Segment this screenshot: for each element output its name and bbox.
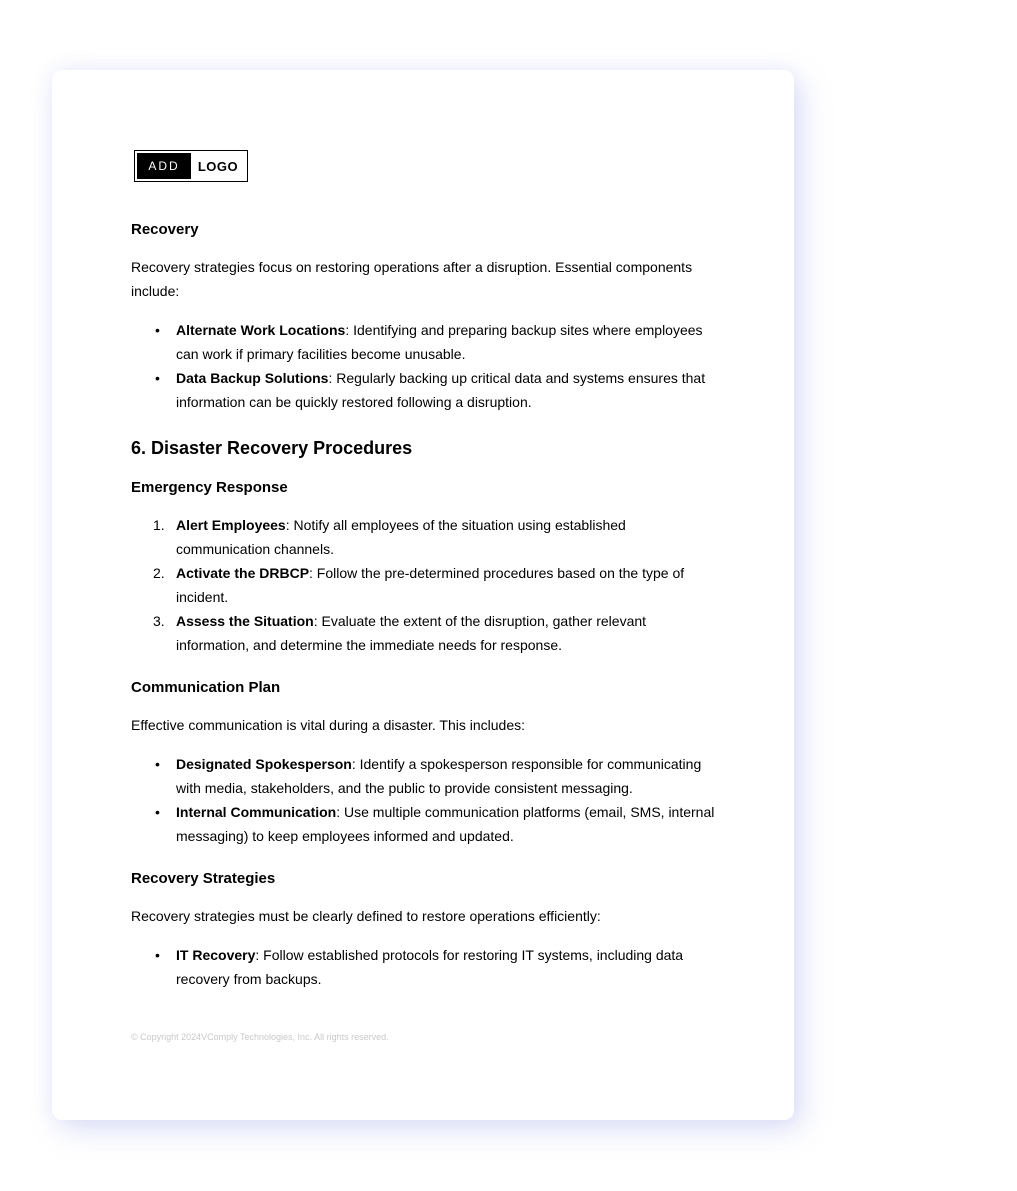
strategies-list <box>131 943 721 991</box>
bullet-mark: • <box>155 804 160 820</box>
page-content <box>131 150 721 991</box>
logo-placeholder[interactable] <box>134 150 248 182</box>
emergency-list <box>131 513 721 657</box>
bullet-mark: • <box>155 947 160 963</box>
item-text: : Notify all employees of the situation using established communication channels. <box>176 517 626 557</box>
item-title: Activate the DRBCP <box>176 565 310 581</box>
list-item <box>131 318 721 366</box>
item-text: : Regularly backing up critical data and systems ensures that information can be quickly restored following a disruption. <box>176 370 706 410</box>
item-text: : Identifying and preparing backup sites where employees can work if primary facilities become unusable. <box>176 322 703 362</box>
recovery-heading: Recovery <box>131 221 199 238</box>
section-heading: 6. Disaster Recovery Procedures <box>131 438 413 458</box>
bullet-mark: • <box>155 370 160 386</box>
list-item <box>131 943 721 991</box>
item-title: Internal Communication <box>176 804 337 820</box>
item-title: Alert Employees <box>176 517 286 533</box>
item-title: Data Backup Solutions <box>176 370 329 386</box>
item-title: Designated Spokesperson <box>176 756 352 772</box>
list-item <box>131 752 721 800</box>
emergency-heading: Emergency Response <box>131 479 288 496</box>
item-text: : Follow the pre-determined procedures based on the type of incident. <box>176 565 685 605</box>
number-mark: 1. <box>153 517 165 533</box>
number-mark: 3. <box>153 613 165 629</box>
recovery-intro: Recovery strategies focus on restoring operations after a disruption. Essential components include: <box>131 259 693 299</box>
item-text: : Use multiple communication platforms (email, SMS, internal messaging) to keep employees informed and updated. <box>176 804 715 844</box>
recovery-list <box>131 318 721 414</box>
number-mark: 2. <box>153 565 165 581</box>
communication-intro: Effective communication is vital during a disaster. This includes: <box>131 717 526 733</box>
copyright-footer: © Copyright 2024VComply Technologies, Inc. All rights reserved. <box>131 1032 389 1042</box>
communication-heading: Communication Plan <box>131 679 281 696</box>
bullet-mark: • <box>155 322 160 338</box>
item-text: : Follow established protocols for restoring IT systems, including data recovery from backups. <box>176 947 684 987</box>
item-title: IT Recovery <box>176 947 256 963</box>
document-page <box>52 70 794 1120</box>
item-title: Alternate Work Locations <box>176 322 346 338</box>
communication-list <box>131 752 721 848</box>
logo-add-label: ADD <box>137 153 191 179</box>
list-item <box>131 609 721 657</box>
list-item <box>131 800 721 848</box>
item-text: : Identify a spokesperson responsible for communicating with media, stakeholders, and the public to provide consistent messaging. <box>176 756 702 796</box>
item-text: : Evaluate the extent of the disruption, gather relevant information, and determine the immediate needs for response. <box>176 613 647 653</box>
strategies-heading: Recovery Strategies <box>131 870 276 887</box>
item-title: Assess the Situation <box>176 613 314 629</box>
bullet-mark: • <box>155 756 160 772</box>
list-item <box>131 561 721 609</box>
list-item <box>131 513 721 561</box>
list-item <box>131 366 721 414</box>
strategies-intro: Recovery strategies must be clearly defined to restore operations efficiently: <box>131 908 601 924</box>
logo-label: LOGO <box>197 158 239 174</box>
